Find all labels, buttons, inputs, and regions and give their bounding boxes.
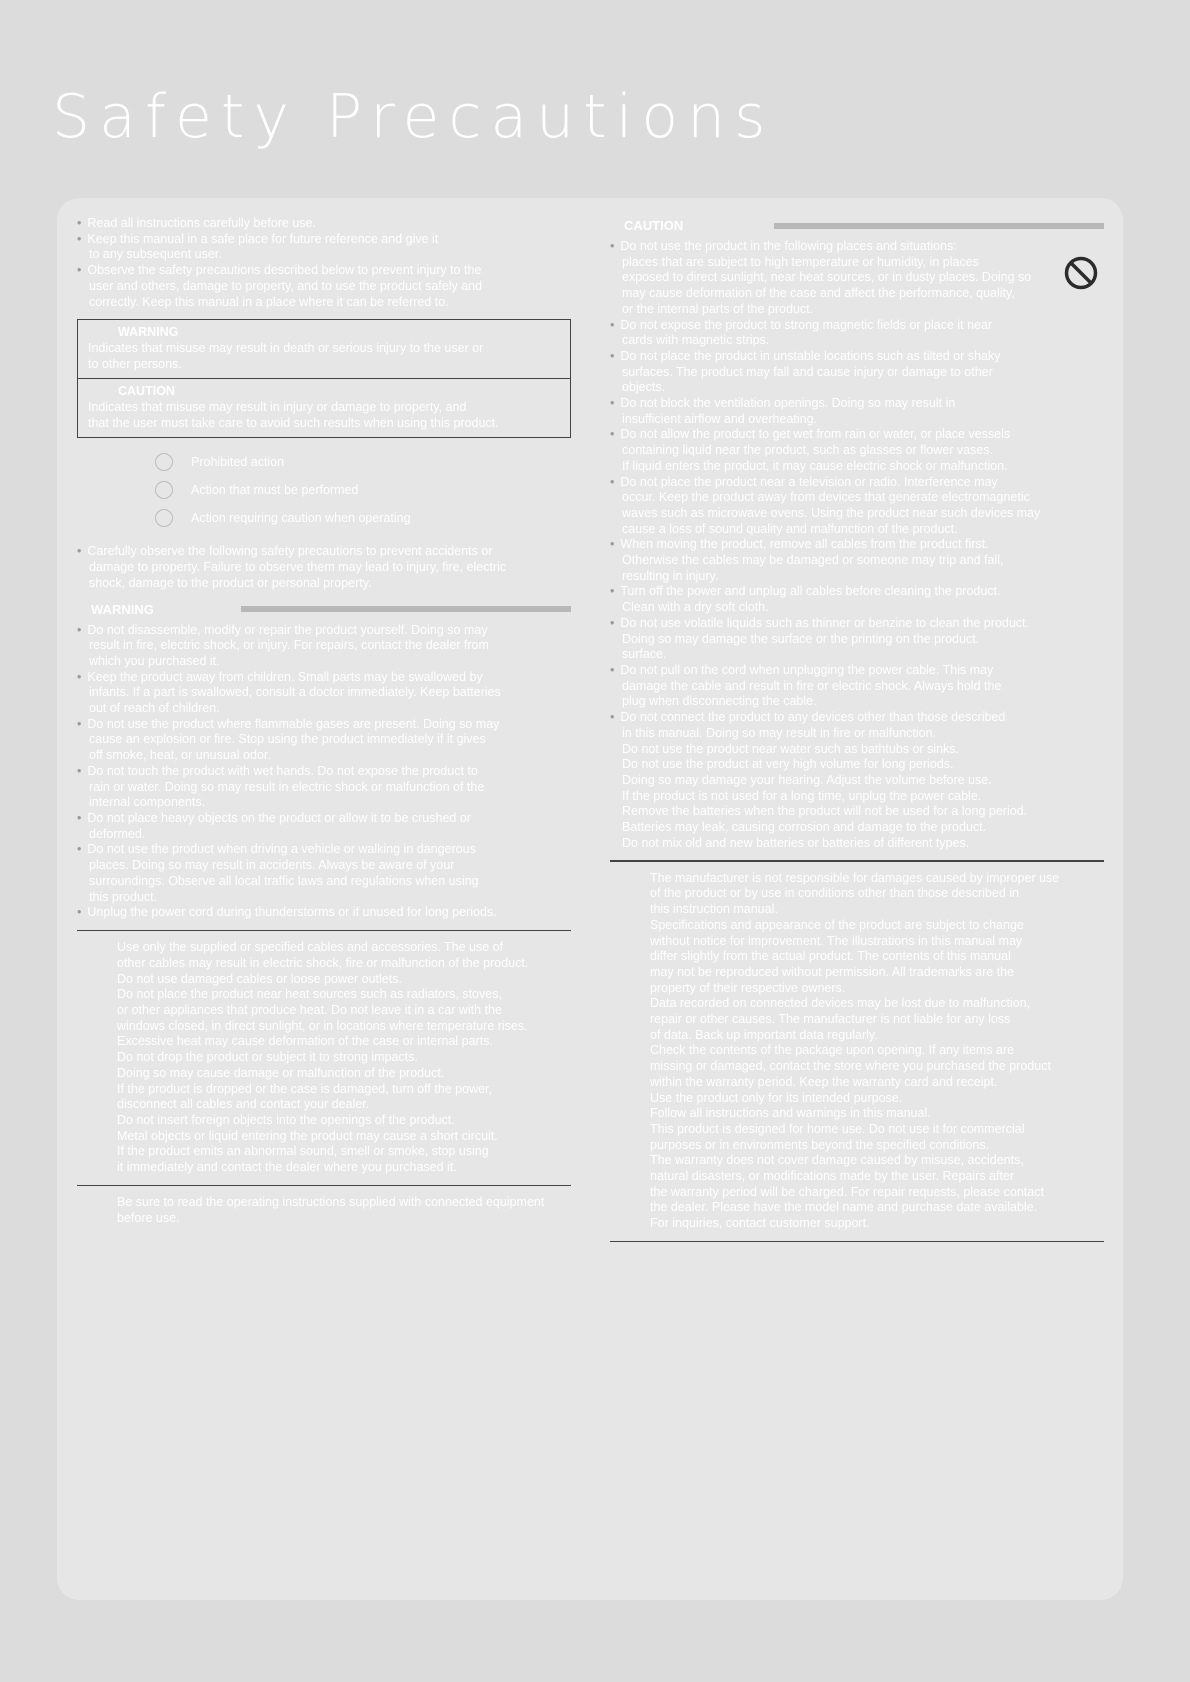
list-item: • Keep this manual in a safe place for future reference and give it	[77, 232, 571, 248]
list-item: • Do not use the product when driving a vehicle or walking in dangerous	[77, 842, 571, 858]
note-line: The manufacturer is not responsible for damages caused by improper use	[650, 870, 1060, 885]
list-item-continuation: Do not use the product near water such as bathtubs or sinks.	[622, 741, 959, 756]
list-item-continuation: off smoke, heat, or unusual odor.	[89, 748, 271, 763]
legend-label: Action requiring caution when operating	[191, 510, 411, 525]
prohibited-symbol-icon	[155, 453, 173, 471]
warning-definition-head: WARNING	[118, 325, 179, 340]
list-item-continuation: out of reach of children.	[89, 701, 220, 716]
note-line: before use.	[117, 1210, 180, 1225]
note-line: The warranty does not cover damage caused by misuse, accidents,	[650, 1153, 1024, 1168]
note-line: Use only the supplied or specified cables and accessories. The use of	[117, 940, 504, 955]
list-item-continuation: may cause deformation of the case and affect the performance, quality,	[622, 286, 1015, 301]
note-line: or other appliances that produce heat. Do not leave it in a car with the	[117, 1003, 502, 1018]
note-line: repair or other causes. The manufacturer is not liable for any loss	[650, 1012, 1011, 1027]
list-item-continuation: Otherwise the cables may be damaged or someone may trip and fall,	[622, 553, 1004, 568]
legend-note	[77, 544, 571, 591]
list-item-continuation: surface.	[622, 647, 667, 662]
legend-note-line: • Carefully observe the following safety precautions to prevent accidents or	[77, 544, 571, 560]
section-divider-bar	[241, 606, 571, 612]
note-line: Do not place the product near heat sources such as radiators, stoves,	[117, 987, 502, 1002]
legend-note-line: damage to property. Failure to observe them may lead to injury, fire, electric	[89, 560, 507, 575]
note-line: disconnect all cables and contact your dealer.	[117, 1097, 370, 1112]
prohibited-icon	[1064, 256, 1098, 290]
note-line: windows closed, in direct sunlight, or in locations where temperature rises.	[117, 1018, 528, 1033]
list-item-continuation: user and others, damage to property, and to use the product safely and	[89, 278, 483, 293]
list-item-continuation: waves such as microwave ovens. Using the product near such devices may	[622, 505, 1041, 520]
list-item-continuation: internal components.	[89, 795, 206, 810]
list-item-continuation: exposed to direct sunlight, near heat sources, or in dusty places. Doing so	[622, 270, 1032, 285]
list-item-continuation: Doing so may damage the surface or the printing on the product.	[622, 631, 980, 646]
note-line: natural disasters, or modifications made by the user. Repairs after	[650, 1169, 1015, 1184]
note-line: differ slightly from the actual product. The contents of this manual	[650, 949, 1011, 964]
list-item-continuation: to any subsequent user.	[89, 247, 222, 262]
list-item-continuation: If liquid enters the product, it may cause electric shock or malfunction.	[622, 458, 1008, 473]
note-line: Data recorded on connected devices may be lost due to malfunction,	[650, 996, 1031, 1011]
section-divider-bar	[774, 223, 1104, 229]
list-item: • Do not use the product where flammable gases are present. Doing so may	[77, 717, 571, 733]
list-item-continuation: Batteries may leak, causing corrosion and damage to the product.	[622, 820, 987, 835]
symbol-legend	[77, 448, 571, 532]
list-item: • Observe the safety precautions described below to prevent injury to the	[77, 263, 571, 279]
caution-definition-line: Indicates that misuse may result in injury or damage to property, and	[88, 400, 467, 415]
list-item-continuation: cause a loss of sound quality and malfunction of the product.	[622, 521, 958, 536]
caution-symbol-icon	[155, 509, 173, 527]
list-item: • Do not allow the product to get wet from rain or water, or place vessels	[610, 427, 1104, 443]
note-line: missing or damaged, contact the store where you purchased the product	[650, 1059, 1051, 1074]
legend-row	[77, 448, 571, 476]
warning-list	[77, 623, 571, 921]
list-item-continuation: places. Doing so may result in accidents. Always be aware of your	[89, 858, 455, 873]
note-line: Do not use damaged cables or loose power outlets.	[117, 971, 402, 986]
list-item: • Do not block the ventilation openings. Doing so may result in	[610, 396, 1104, 412]
list-item: • Do not connect the product to any devices other than those described	[610, 710, 1104, 726]
horizontal-rule	[610, 1241, 1104, 1242]
list-item-continuation: or the internal parts of the product.	[622, 301, 814, 316]
right-column	[610, 216, 1104, 1251]
legend-row	[77, 476, 571, 504]
list-item: • Do not pull on the cord when unplugging the power cable. This may	[610, 663, 1104, 679]
caution-definition	[78, 378, 570, 437]
warning-definition-line: to other persons.	[88, 356, 182, 371]
list-item-continuation: correctly. Keep this manual in a place where it can be referred to.	[89, 294, 449, 309]
list-item-continuation: Do not mix old and new batteries or batteries of different types.	[622, 835, 970, 850]
note-line: of the product or by use in conditions other than those described in	[650, 886, 1019, 901]
list-item-continuation: resulting in injury.	[622, 568, 719, 583]
list-item: • Do not touch the product with wet hands. Do not expose the product to	[77, 764, 571, 780]
list-item-continuation: result in fire, electric shock, or injury. For repairs, contact the dealer from	[89, 638, 489, 653]
legend-row	[77, 504, 571, 532]
warning-definition-line: Indicates that misuse may result in death or serious injury to the user or	[88, 340, 484, 355]
list-item-continuation: in this manual. Doing so may result in fire or malfunction.	[622, 725, 937, 740]
list-item: • Do not place heavy objects on the product or allow it to be crushed or	[77, 811, 571, 827]
note-line: property of their respective owners.	[650, 980, 846, 995]
note-line: of data. Back up important data regularly.	[650, 1027, 878, 1042]
list-item-continuation: Clean with a dry soft cloth.	[622, 600, 769, 615]
note-line: Doing so may cause damage or malfunction of the product.	[117, 1065, 445, 1080]
disclaimer-notes	[610, 871, 1104, 1232]
list-item: • Read all instructions carefully before use.	[77, 216, 571, 232]
list-item-continuation: Remove the batteries when the product will not be used for a long period.	[622, 804, 1028, 819]
horizontal-rule	[77, 930, 571, 931]
note-line: Do not insert foreign objects into the openings of the product.	[117, 1112, 455, 1127]
list-item-continuation: rain or water. Doing so may result in electric shock or malfunction of the	[89, 779, 485, 794]
list-item: • Turn off the power and unplug all cables before cleaning the product.	[610, 584, 1104, 600]
note-line: Use the product only for its intended purpose.	[650, 1090, 903, 1105]
list-item: • Do not use the product in the following places and situations:	[610, 239, 1104, 255]
list-item-continuation: plug when disconnecting the cable.	[622, 694, 817, 709]
page-title: Safety Precautions	[52, 82, 775, 152]
caution-section-header	[610, 218, 1104, 233]
list-item: • Do not use volatile liquids such as thinner or benzine to clean the product.	[610, 616, 1104, 632]
legend-label: Action that must be performed	[191, 482, 359, 497]
list-item-continuation: infants. If a part is swallowed, consult a doctor immediately. Keep batteries	[89, 685, 501, 700]
list-item: • Keep the product away from children. Small parts may be swallowed by	[77, 670, 571, 686]
mandatory-symbol-icon	[155, 481, 173, 499]
content-panel	[57, 198, 1123, 1600]
left-column	[77, 216, 571, 1226]
warning-section-header	[77, 602, 571, 617]
list-item: • Do not expose the product to strong magnetic fields or place it near	[610, 318, 1104, 334]
note-line: For inquiries, contact customer support.	[650, 1216, 870, 1231]
list-item-continuation: If the product is not used for a long time, unplug the power cable.	[622, 788, 982, 803]
list-item-continuation: Do not use the product at very high volume for long periods.	[622, 757, 954, 772]
list-item-continuation: which you purchased it.	[89, 653, 220, 668]
note-line: without notice for improvement. The illustrations in this manual may	[650, 933, 1023, 948]
list-item-continuation: Doing so may damage your hearing. Adjust the volume before use.	[622, 772, 992, 787]
note-line: This product is designed for home use. Do not use it for commercial	[650, 1121, 1025, 1136]
caution-section-label: CAUTION	[624, 218, 684, 233]
note-line: If the product is dropped or the case is damaged, turn off the power,	[117, 1081, 492, 1096]
list-item-continuation: containing liquid near the product, such as glasses or flower vases.	[622, 443, 994, 458]
list-item-continuation: deformed.	[89, 826, 146, 841]
list-item: • Do not place the product near a television or radio. Interference may	[610, 475, 1104, 491]
note-line: the warranty period will be charged. For repair requests, please contact	[650, 1184, 1044, 1199]
horizontal-rule	[610, 860, 1104, 861]
note-line: Be sure to read the operating instructions supplied with connected equipment	[117, 1195, 545, 1210]
legend-label: Prohibited action	[191, 454, 285, 469]
note-line: Specifications and appearance of the product are subject to change	[650, 917, 1024, 932]
note-line: this instruction manual.	[650, 902, 778, 917]
note-line: within the warranty period. Keep the warranty card and receipt.	[650, 1074, 998, 1089]
caution-list	[610, 239, 1104, 851]
list-item: • Do not disassemble, modify or repair the product yourself. Doing so may	[77, 623, 571, 639]
note-line: If the product emits an abnormal sound, smell or smoke, stop using	[117, 1144, 489, 1159]
list-item-continuation: damage the cable and result in fire or electric shock. Always hold the	[622, 678, 1002, 693]
list-item-continuation: cause an explosion or fire. Stop using the product immediately if it gives	[89, 732, 486, 747]
list-item-continuation: surfaces. The product may fall and cause injury or damage to other	[622, 364, 993, 379]
note-line: Follow all instructions and warnings in this manual.	[650, 1106, 931, 1121]
list-item-continuation: cards with magnetic strips.	[622, 333, 770, 348]
list-item: • Unplug the power cord during thunderstorms or if unused for long periods.	[77, 905, 571, 921]
note-line: Check the contents of the package upon opening. If any items are	[650, 1043, 1015, 1058]
signal-word-box	[77, 319, 571, 438]
caution-definition-head: CAUTION	[118, 384, 175, 399]
note-line: Do not drop the product or subject it to strong impacts.	[117, 1050, 418, 1065]
note-line: Excessive heat may cause deformation of the case or internal parts.	[117, 1034, 493, 1049]
horizontal-rule	[77, 1185, 571, 1186]
note-line: it immediately and contact the dealer where you purchased it.	[117, 1160, 457, 1175]
note-line: may not be reproduced without permission. All trademarks are the	[650, 964, 1015, 979]
note-line: Metal objects or liquid entering the product may cause a short circuit.	[117, 1128, 498, 1143]
note-line: purposes or in environments beyond the specified conditions.	[650, 1137, 990, 1152]
footer-note	[77, 1195, 571, 1226]
list-item-continuation: insufficient airflow and overheating.	[622, 411, 818, 426]
intro-list	[77, 216, 571, 310]
warning-section-label: WARNING	[91, 601, 154, 617]
list-item-continuation: places that are subject to high temperature or humidity, in places	[622, 254, 979, 269]
note-line: other cables may result in electric shock, fire or malfunction of the product.	[117, 955, 529, 970]
list-item-continuation: occur. Keep the product away from devices that generate electromagnetic	[622, 490, 1030, 505]
list-item: • When moving the product, remove all cables from the product first.	[610, 537, 1104, 553]
additional-notes	[77, 940, 571, 1176]
list-item-continuation: objects.	[622, 380, 666, 395]
legend-note-line: shock, damage to the product or personal property.	[89, 575, 372, 590]
list-item-continuation: this product.	[89, 889, 158, 904]
note-line: the dealer. Please have the model name and purchase date available.	[650, 1200, 1038, 1215]
list-item: • Do not place the product in unstable locations such as tilted or shaky	[610, 349, 1104, 365]
warning-definition	[78, 320, 570, 378]
caution-definition-line: that the user must take care to avoid such results when using this product.	[88, 415, 499, 430]
list-item-continuation: surroundings. Observe all local traffic laws and regulations when using	[89, 873, 479, 888]
